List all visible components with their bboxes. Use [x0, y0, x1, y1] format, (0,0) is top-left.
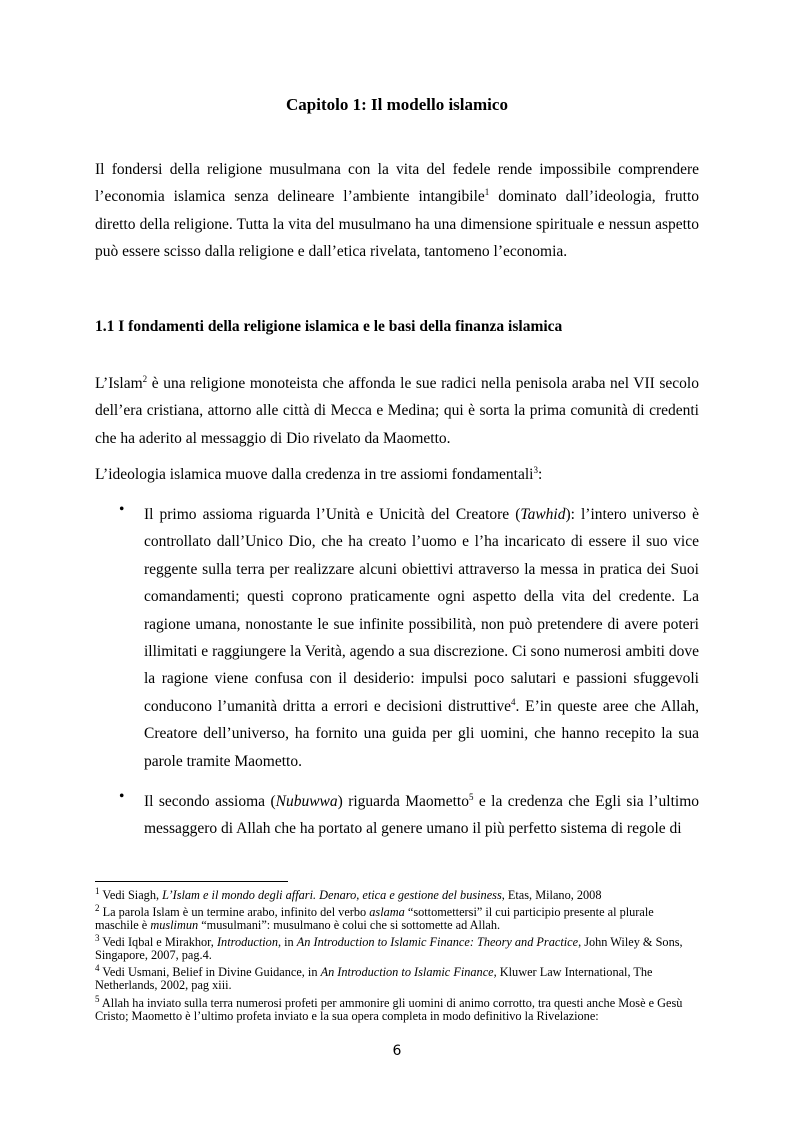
footnote-divider	[95, 881, 288, 882]
footnote-text-part: Allah ha inviato sulla terra numerosi profeti per ammonire gli uomini di animo corrotto, tra questi anche Mosè e Gesù Cristo; Maometto è l’ultimo profeta inviato e la sua opera completa in modo definitivo la Rivelazione:	[95, 996, 683, 1024]
footnote-text-part: La parola Islam è un termine arabo, infinito del verbo	[99, 905, 370, 919]
footnote-ref: 4	[511, 696, 516, 707]
chapter-title: Capitolo 1: Il modello islamico	[286, 95, 508, 114]
footnote-ref: 1	[484, 187, 490, 198]
axiom-text-part: Il primo assioma riguarda l’Unità e Unicità del Creatore (	[144, 506, 521, 523]
section-title: 1.1 I fondamenti della religione islamica e le basi della finanza islamica	[95, 318, 563, 335]
axioms-text-part: L’ideologia islamica muove dalla credenza in tre assiomi fondamentali	[95, 466, 534, 483]
axiom-text-part: ) riguarda Maometto	[337, 793, 469, 810]
footnote-title: L’Islam e il mondo degli affari. Denaro, etica e gestione del business	[162, 888, 502, 902]
footnote-term: muslimun	[150, 918, 199, 933]
section-text-part: L’Islam	[95, 375, 143, 392]
footnote-text-part: Vedi Iqbal e Mirakhor,	[99, 935, 217, 949]
footnote	[95, 885, 699, 902]
footnote-text-part: , John Wiley & Sons, Singapore, 2007, pag.4.	[95, 935, 683, 963]
intro-paragraph	[95, 156, 699, 266]
intro-text-part: Il fondersi della religione musulmana con la vita del fedele rende impossibile comprendere l’economia islamica senza delineare l’ambiente intangibile	[95, 161, 699, 206]
footnote-number: 1	[95, 885, 100, 896]
footnote-text-part: , Etas, Milano, 2008	[501, 888, 602, 902]
bullet-marker: •	[119, 501, 125, 518]
footnote-title: An Introduction to Islamic Finance,	[320, 965, 497, 979]
footnote-title: An Introduction to Islamic Finance: Theory and Practice	[296, 935, 579, 949]
footnote-ref: 2	[142, 373, 148, 384]
footnote	[95, 962, 699, 993]
footnote-ref: 3	[533, 464, 538, 475]
footnote-number: 2	[95, 902, 100, 913]
footnote	[95, 902, 699, 933]
footnote-number: 3	[95, 932, 100, 943]
axiom-term: Nubuwwa	[275, 793, 338, 810]
section-text-part: è una religione monoteista che affonda le sue radici nella penisola araba nel VII secolo dell’era cristiana, attorno alle città di Mecca e Medina; qui è sorta la prima comunità di credenti che ha aderito al messaggio di Dio rivelato da Maometto.	[95, 375, 699, 447]
intro-text-part: dominato dall’ideologia, frutto diretto della religione. Tutta la vita del musulmano ha una dimensione spirituale e nessun aspetto può essere scisso dalla religione e dall’etica rivelata, tantomeno l’economia.	[95, 188, 699, 261]
page-number: 6	[392, 1043, 402, 1059]
axiom-text-part: . E’in queste aree che Allah, Creatore dell’universo, ha fornito una guida per gli uomini, che hanno recepito la sua parole tramite Maometto.	[144, 697, 699, 770]
footnote-text-part: Vedi Siagh,	[99, 888, 163, 902]
footnote	[95, 932, 699, 963]
footnote-text-part: “musulmani”: musulmano è colui che si sottomette ad Allah.	[198, 918, 501, 933]
footnote-number: 5	[95, 993, 100, 1004]
footnote-term: aslama	[369, 905, 405, 919]
footnote-text-part: , in	[277, 935, 297, 949]
footnote-number: 4	[95, 962, 100, 973]
footnote-ref: 5	[468, 791, 474, 802]
section-paragraph	[95, 370, 699, 452]
footnote	[95, 993, 699, 1024]
footnote-title: Introduction	[216, 935, 278, 949]
footnote-text-part: Kluwer Law International, The Netherlands, 2002, pag xiii.	[95, 965, 653, 993]
bullet-marker: •	[119, 788, 125, 805]
axiom-text-part: Il secondo assioma (	[144, 793, 276, 810]
axiom-text-part: ): l’intero universo è controllato dall’Unico Dio, che ha creato l’uomo e l’ha incaricato di essere il suo vice reggente sulla terra per realizzare alcuni obiettivi attraverso la messa in pratica dei Suoi comandamenti; questi coprono praticamente ogni aspetto della vita del credente. La ragione umana, nonostante le sue infinite possibilità, non può pretendere di avere poteri illimitati e raggiungere la Verità, agendo a sua discrezione. Ci sono numerosi ambiti dove la ragione viene confusa con il desiderio: impulsi poco salutari e passioni sfuggevoli conducono l’umanità dritta a errori e decisioni distruttive	[144, 506, 699, 715]
footnote-text-part: “sottomettersi” il cui participio presente al plurale maschile è	[95, 905, 654, 933]
axiom-item	[144, 788, 699, 843]
axiom-item	[144, 501, 699, 775]
footnote-text-part: Vedi Usmani, Belief in Divine Guidance, in	[99, 965, 321, 979]
axiom-text-part: e la credenza che Egli sia l’ultimo messaggero di Allah che ha portato al genere umano il più perfetto sistema di regole di	[144, 793, 699, 838]
axiom-term: Tawhid	[520, 506, 566, 523]
axioms-text-part: :	[537, 466, 543, 483]
axioms-intro	[95, 461, 699, 488]
